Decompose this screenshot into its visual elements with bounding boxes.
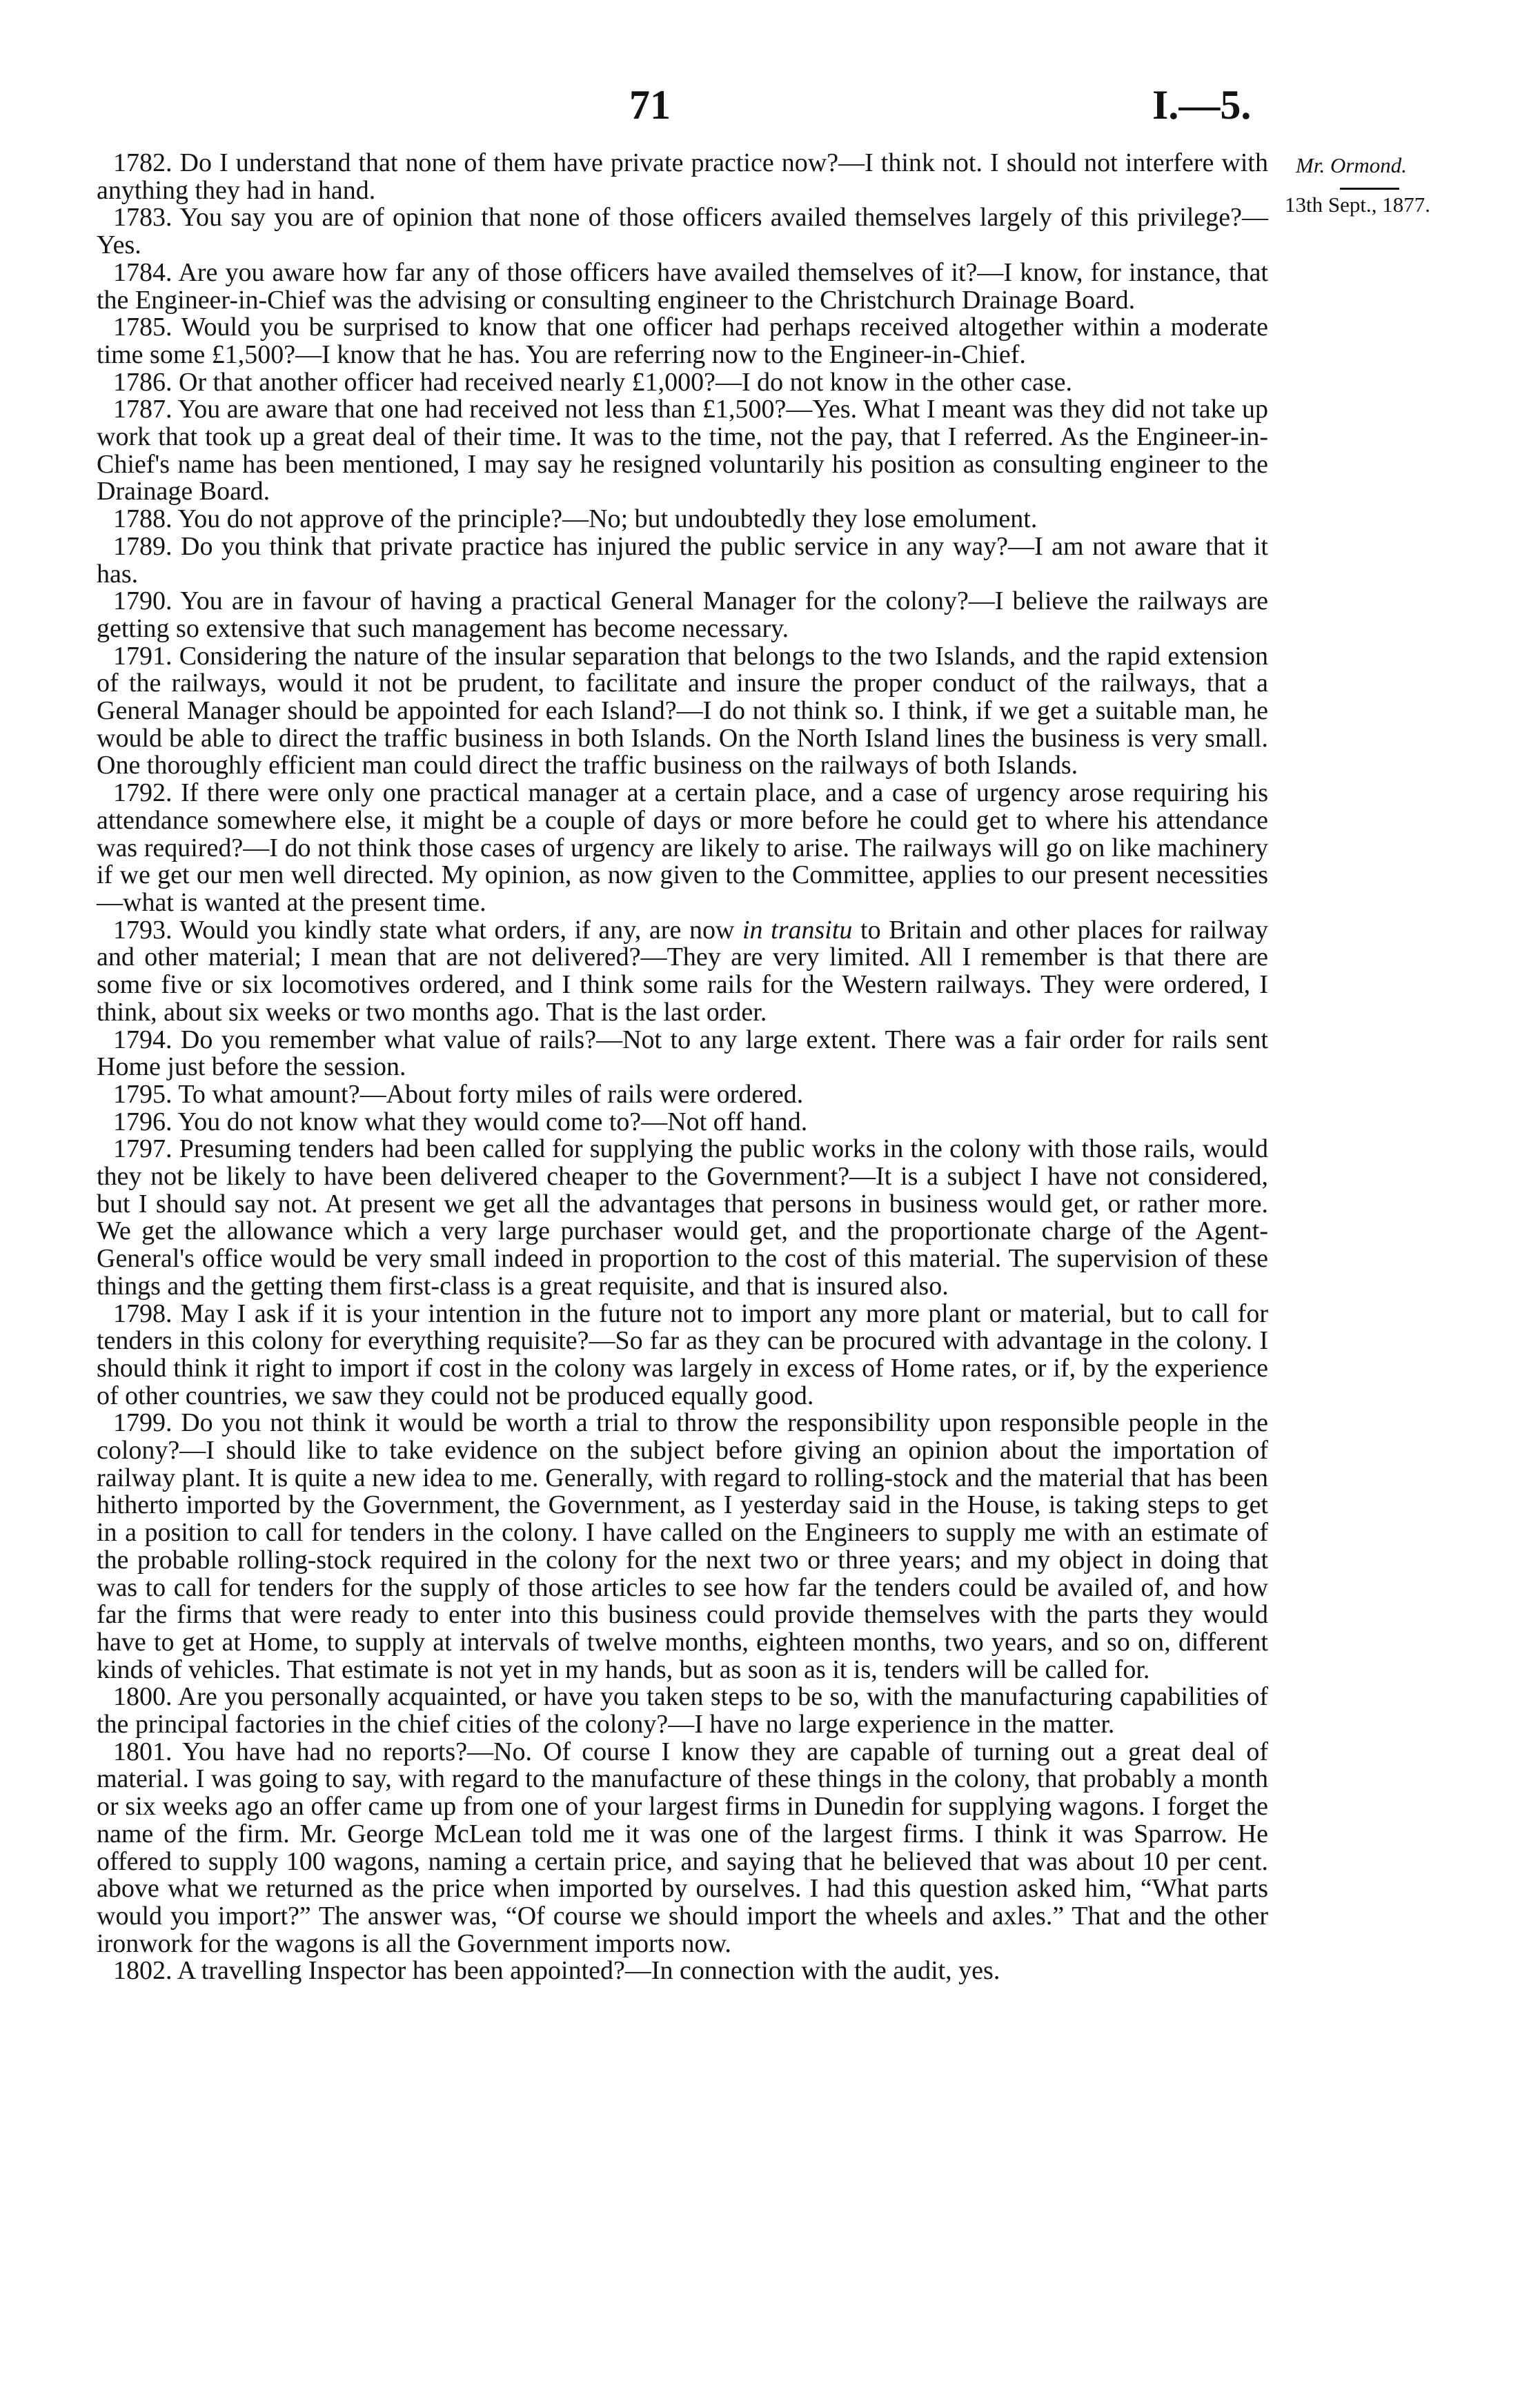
question-paragraph: 1799. Do you not think it would be worth a trial to throw the responsibility upon responsible people in the colony?—I should like to take evidence on the subject before giving an opinion about the importation of railway plant. It is quite a new idea to me. Generally, with regard to rolling-stock and the material that has been hitherto imported by the Government, the Government, as I yesterday said in the House, is taking steps to get in a position to call for tenders in the colony. I have called on the Engineers to supply me with an estimate of the probable rolling-stock required in the colony for the next two or three years; and my object in doing that was to call for tenders for the supply of those articles to see how far the tenders could be availed of, and how far the firms that were ready to enter into this business could provide themselves with the parts they would have to get at Home, to supply at intervals of twelve months, eighteen months, two years, and so on, different kinds of vehicles. That estimate is not yet in my hands, but as soon as it is, tenders will be called for.	[97, 1408, 1268, 1684]
witness-name: Mr. Ormond.	[1296, 153, 1408, 177]
document-reference: I.—5.	[1152, 82, 1252, 128]
margin-note	[1285, 153, 1519, 217]
question-paragraph: 1794. Do you remember what value of rails?—Not to any large extent. There was a fair order for rails sent Home just before the session.	[97, 1025, 1268, 1082]
margin-rule	[1340, 188, 1399, 190]
question-paragraph: 1783. You say you are of opinion that none of those officers availed themselves largely of this privilege?—Yes.	[97, 203, 1268, 260]
question-paragraph	[97, 917, 1268, 1027]
question-paragraph: 1785. Would you be surprised to know that one officer had perhaps received altogether within a moderate time some £1,500?—I know that he has. You are referring now to the Engineer-in-Chief.	[97, 313, 1268, 369]
page-number: 71	[629, 82, 671, 128]
question-paragraph: 1782. Do I understand that none of them have private practice now?—I think not. I should not interfere with anything they had in hand.	[97, 148, 1268, 205]
question-paragraph: 1797. Presuming tenders had been called for supplying the public works in the colony with those rails, would they not be likely to have been delivered cheaper to the Government?—It is a subject I have not considered, but I should say not. At present we get all the advantages that persons in business would get, or rather more. We get the allowance which a very large purchaser would get, and the proportionate charge of the Agent-General's office would be very small indeed in proportion to the cost of this material. The supervision of these things and the getting them first-class is a great requisite, and that is insured also.	[97, 1134, 1268, 1301]
question-paragraph: 1786. Or that another officer had received nearly £1,000?—I do not know in the other case.	[113, 367, 1073, 397]
question-paragraph: 1798. May I ask if it is your intention in the future not to import any more plant or material, but to call for tenders in this colony for everything requisite?—So far as they can be procured with advantage in the colony. I should think it right to import if cost in the colony was largely in excess of Home rates, or if, by the experience of other countries, we saw they could not be produced equally good.	[97, 1299, 1268, 1410]
question-paragraph: 1789. Do you think that private practice has injured the public service in any way?—I am not aware that it has.	[97, 531, 1268, 589]
question-text: 1793. Would you kindly state what orders, if any, are now	[113, 915, 742, 945]
question-paragraph: 1790. You are in favour of having a practical General Manager for the colony?—I believe the railways are getting so extensive that such management has become necessary.	[97, 586, 1268, 643]
question-text: to Britain and other places for railway and other material; I mean that are not delivered?—They are very limited. All I remember is that there are some five or six locomotives ordered, and I think some rails for the Western railways. They were ordered, I think, about six weeks or two months ago. That is the last order.	[97, 915, 1268, 1027]
evidence-body	[97, 150, 1268, 1985]
question-paragraph: 1792. If there were only one practical manager at a certain place, and a case of urgency arose requiring his attendance somewhere else, it might be a couple of days or more before he could get to where his attendance was required?—I do not think those cases of urgency are likely to arise. The railways will go on like machinery if we get our men well directed. My opinion, as now given to the Committee, applies to our present necessities—what is wanted at the present time.	[97, 778, 1268, 917]
question-paragraph: 1784. Are you aware how far any of those officers have availed themselves of it?—I know, for instance, that the Engineer-in-Chief was the advising or consulting engineer to the Christchurch Drainage Board.	[97, 257, 1268, 315]
question-paragraph: 1796. You do not know what they would come to?—Not off hand.	[113, 1107, 808, 1136]
question-paragraph: 1800. Are you personally acquainted, or have you taken steps to be so, with the manufacturing capabilities of the principal factories in the chief cities of the colony?—I have no large experience in the matter.	[97, 1682, 1268, 1739]
testimony-date: 13th Sept., 1877.	[1285, 193, 1430, 217]
question-paragraph: 1801. You have had no reports?—No. Of course I know they are capable of turning out a great deal of material. I was going to say, with regard to the manufacture of these things in the colony, that probably a month or six weeks ago an offer came up from one of your largest firms in Dunedin for supplying wagons. I forget the name of the firm. Mr. George McLean told me it was one of the largest firms. I think it was Sparrow. He offered to supply 100 wagons, naming a certain price, and saying that he believed that was about 10 per cent. above what we returned as the price when imported by ourselves. I had this question asked him, “What parts would you import?” The answer was, “Of course we should import the wheels and axles.” That and the other ironwork for the wagons is all the Government imports now.	[97, 1737, 1268, 1958]
question-paragraph: 1788. You do not approve of the principle?—No; but undoubtedly they lose emolument.	[113, 504, 1038, 534]
question-paragraph: 1802. A travelling Inspector has been appointed?—In connection with the audit, yes.	[113, 1956, 1000, 1986]
italic-phrase: in transitu	[742, 915, 853, 945]
question-paragraph: 1787. You are aware that one had received not less than £1,500?—Yes. What I meant was they did not take up work that took up a great deal of their time. It was to the time, not the pay, that I referred. As the Engineer-in-Chief's name has been mentioned, I may say he resigned voluntarily his position as consulting engineer to the Drainage Board.	[97, 395, 1268, 506]
question-paragraph: 1795. To what amount?—About forty miles of rails were ordered.	[113, 1079, 804, 1109]
question-paragraph: 1791. Considering the nature of the insular separation that belongs to the two Islands, and the rapid extension of the railways, would it not be prudent, to facilitate and insure the proper conduct of the railways, that a General Manager should be appointed for each Island?—I do not think so. I think, if we get a suitable man, he would be able to direct the traffic business in both Islands. On the North Island lines the business is very small. One thoroughly efficient man could direct the traffic business on the railways of both Islands.	[97, 641, 1268, 780]
